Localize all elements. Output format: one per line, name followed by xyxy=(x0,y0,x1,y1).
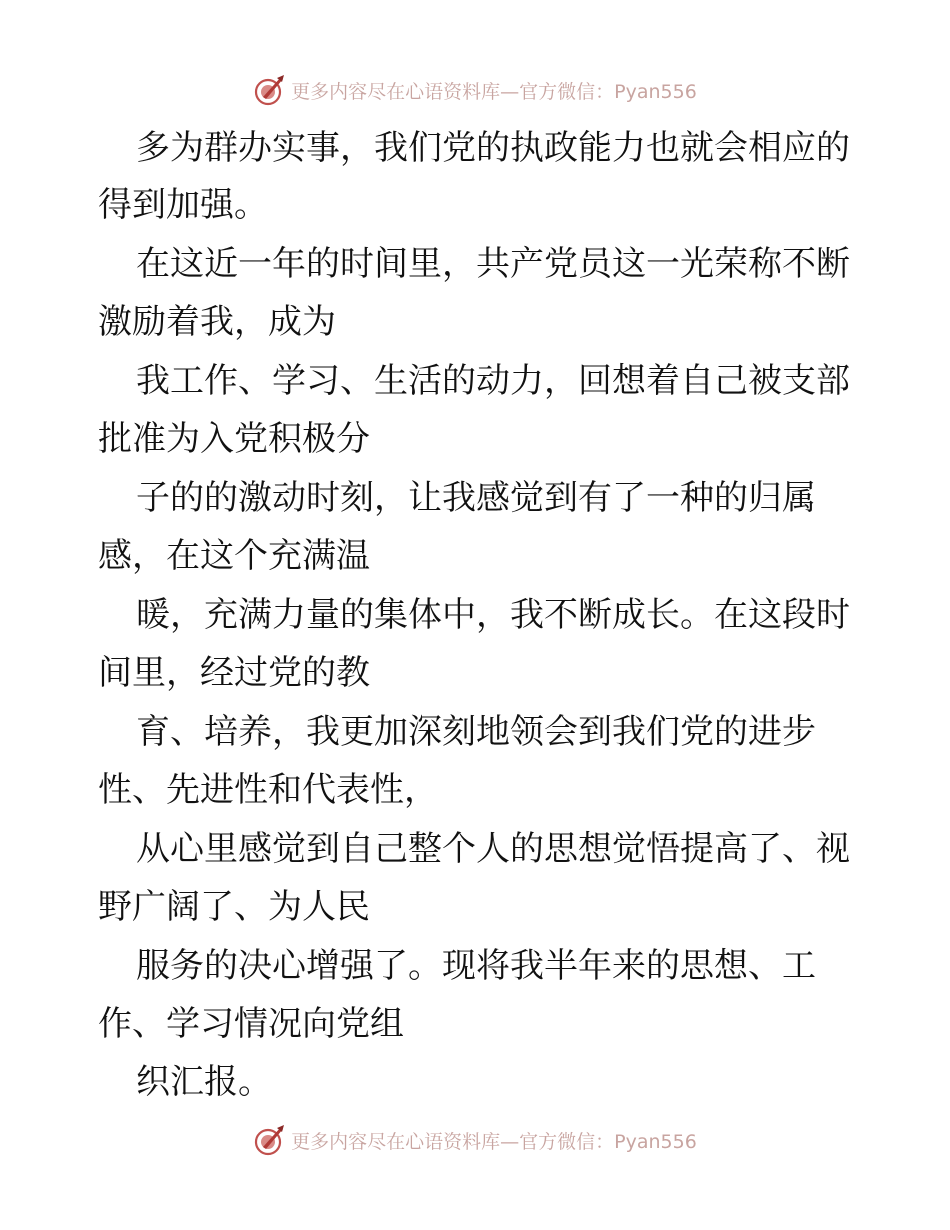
watermark-text: 更多内容尽在心语资料库—官方微信：Pyan556 xyxy=(291,80,697,103)
watermark-id: Pyan556 xyxy=(614,1130,697,1153)
footer-watermark xyxy=(0,1120,950,1160)
body-line: 织汇报。 xyxy=(136,1062,272,1102)
body-line: 服务的决心增强了。现将我半年来的思想、工 xyxy=(136,946,816,986)
watermark-text: 更多内容尽在心语资料库—官方微信：Pyan556 xyxy=(291,1130,697,1153)
body-line: 批准为入党积极分 xyxy=(98,419,370,459)
body-line: 感，在这个充满温 xyxy=(98,536,370,576)
body-line: 育、培养，我更加深刻地领会到我们党的进步 xyxy=(136,712,816,752)
quill-logo-icon xyxy=(253,73,287,107)
body-line: 激励着我，成为 xyxy=(98,302,336,342)
body-line: 从心里感觉到自己整个人的思想觉悟提高了、视 xyxy=(136,829,850,869)
body-line: 得到加强。 xyxy=(98,185,268,225)
body-line: 子的的激动时刻，让我感觉到有了一种的归属 xyxy=(136,478,816,518)
body-line: 在这近一年的时间里，共产党员这一光荣称不断 xyxy=(136,244,850,284)
body-line: 作、学习情况向党组 xyxy=(98,1004,404,1044)
body-line: 间里，经过党的教 xyxy=(98,653,370,693)
watermark-id: Pyan556 xyxy=(614,80,697,103)
header-watermark xyxy=(0,70,950,110)
body-line: 多为群办实事，我们党的执政能力也就会相应的 xyxy=(136,128,850,168)
body-line: 我工作、学习、生活的动力，回想着自己被支部 xyxy=(136,361,850,401)
body-line: 性、先进性和代表性， xyxy=(98,770,438,810)
body-line: 暖，充满力量的集体中，我不断成长。在这段时 xyxy=(136,595,850,635)
body-line: 野广阔了、为人民 xyxy=(98,887,370,927)
quill-logo-icon xyxy=(253,1123,287,1157)
